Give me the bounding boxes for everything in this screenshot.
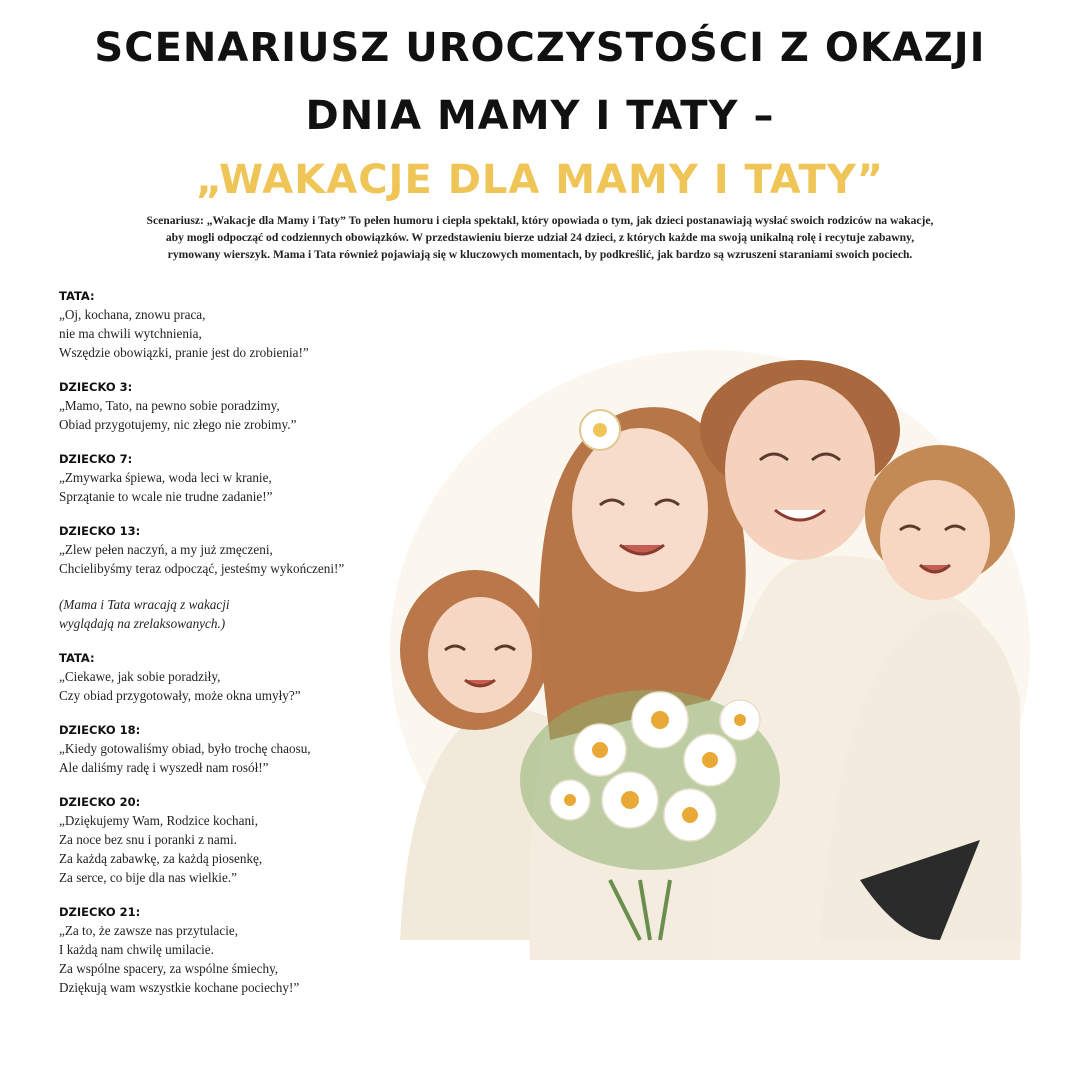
verse-line: „Mamo, Tato, na pewno sobie poradzimy, [59,398,280,413]
stage-direction [59,595,419,633]
dialogue-block [59,794,419,887]
verse-line: nie ma chwili wytchnienia, [59,326,202,341]
title-line-2: DNIA MAMY I TATY – [305,93,775,139]
verse-line: „Kiedy gotowaliśmy obiad, było trochę chaosu, [59,741,311,756]
intro-line: aby mogli odpocząć od codziennych obowiązków. W przedstawieniu bierze udział 24 dzieci, z których każde ma swoją unikalną rolę i recytuje zabawny, [165,231,915,244]
verse-line: Za noce bez snu i poranki z nami. [59,832,237,847]
intro-paragraph [60,212,1020,263]
verse-line: Chcielibyśmy teraz odpocząć, jesteśmy wykończeni!” [59,561,345,576]
speaker-name: TATA: [59,651,95,665]
verse-line: „Oj, kochana, znowu praca, [59,307,206,322]
speaker-name: DZIECKO 13: [59,524,141,538]
stage-direction-line: (Mama i Tata wracają z wakacji [59,597,230,612]
verse-line: „Zmywarka śpiewa, woda leci w kranie, [59,470,272,485]
dialogue-block [59,904,419,997]
speaker-name: DZIECKO 18: [59,723,141,737]
verse-line: Obiad przygotujemy, nic złego nie zrobimy.” [59,417,297,432]
verse-line: Czy obiad przygotowały, może okna umyły?” [59,688,301,703]
intro-line: rymowany wierszyk. Mama i Tata również pojawiają się w kluczowych momentach, by podkreślić, jak bardzo są wzruszeni staraniami swoich pociech. [167,248,913,261]
dialogue-block [59,722,419,777]
verse-line: Za każdą zabawkę, za każdą piosenkę, [59,851,263,866]
speaker-name: TATA: [59,289,95,303]
verse-line: Za wspólne spacery, za wspólne śmiechy, [59,961,279,976]
verse-line: I każdą nam chwilę umilacie. [59,942,214,957]
verse-line: Ale daliśmy radę i wyszedł nam rosół!” [59,760,269,775]
stage-direction-line: wyglądają na zrelaksowanych.) [59,616,226,631]
title-line-1: SCENARIUSZ UROCZYSTOŚCI Z OKAZJI [94,25,986,71]
dialogue-block [59,451,419,506]
family-illustration [380,320,1040,960]
dialogue-block [59,523,419,578]
verse-line: Za serce, co bije dla nas wielkie.” [59,870,237,885]
verse-line: Wszędzie obowiązki, pranie jest do zrobienia!” [59,345,309,360]
verse-line: „Za to, że zawsze nas przytulacie, [59,923,239,938]
speaker-name: DZIECKO 20: [59,795,141,809]
intro-line: Scenariusz: „Wakacje dla Mamy i Taty” To pełen humoru i ciepła spektakl, który opowiada o tym, jak dzieci postanawiają wysłać swoich rodziców na wakacje, [146,214,934,227]
verse-line: „Zlew pełen naczyń, a my już zmęczeni, [59,542,273,557]
verse-line: Dziękują wam wszystkie kochane pociechy!” [59,980,300,995]
speaker-name: DZIECKO 7: [59,452,133,466]
dialogue-block [59,650,419,705]
dialogue-block [59,379,419,434]
script-text [59,288,419,1014]
verse-line: „Ciekawe, jak sobie poradziły, [59,669,221,684]
title-line-3: „WAKACJE DLA MAMY I TATY” [195,157,885,203]
dialogue-block [59,288,419,362]
verse-line: „Dziękujemy Wam, Rodzice kochani, [59,813,259,828]
speaker-name: DZIECKO 21: [59,905,141,919]
speaker-name: DZIECKO 3: [59,380,133,394]
verse-line: Sprzątanie to wcale nie trudne zadanie!” [59,489,273,504]
